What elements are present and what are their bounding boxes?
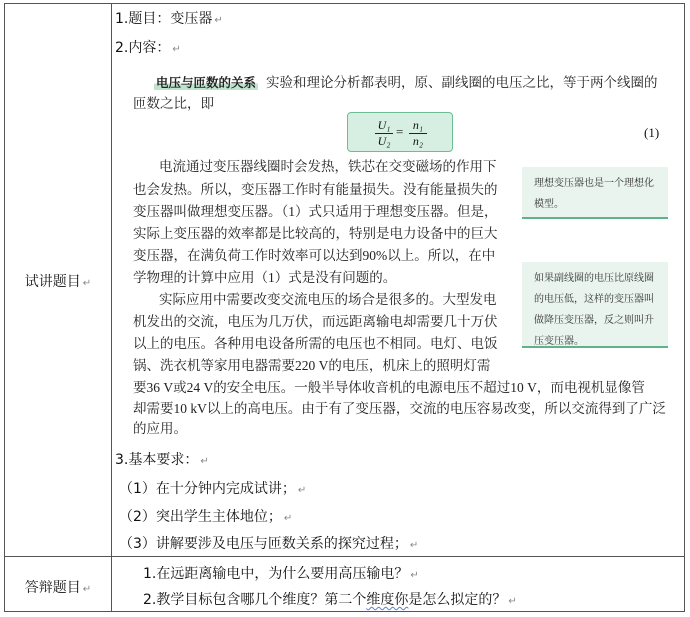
- formula-u2: U₂: [377, 134, 391, 148]
- excerpt-line: 电压与匝数的关系 实验和理论分析都表明，原、副线圈的电压之比，等于两个线圈的: [156, 75, 658, 90]
- paragraph-mark-icon: ↵: [410, 570, 419, 581]
- equation-number: (1): [644, 125, 660, 140]
- formula-u1: U₁: [377, 118, 391, 132]
- column-divider: [111, 4, 112, 611]
- trial-topic-label: 试讲题目 ↵: [24, 274, 92, 290]
- paragraph-mark-icon: ↵: [82, 278, 92, 289]
- paragraph-mark-icon: ↵: [283, 513, 293, 524]
- paragraph-mark-icon: ↵: [508, 596, 517, 607]
- row-divider: [5, 556, 684, 557]
- formula-n2: n₂: [412, 134, 424, 148]
- formula-box: [347, 112, 453, 152]
- spellcheck-underline: 维度你: [366, 592, 409, 608]
- paragraph-mark-icon: ↵: [172, 44, 181, 55]
- side-note: 理想变压器也是一个理想化模型。: [522, 167, 668, 219]
- requirement-item: （2）突出学生主体地位； ↵: [119, 509, 293, 525]
- paragraph-mark-icon: ↵: [200, 456, 209, 467]
- defense-question-2: 2.教学目标包含哪几个维度？第二个维度你是怎么拟定的？ ↵: [143, 592, 517, 608]
- content-label: 2.内容： ↵: [115, 40, 181, 56]
- formula-n1: n₁: [412, 118, 424, 132]
- excerpt-line: 锅、洗衣机等家用电器需要220 V的电压，机床上的照明灯需: [133, 358, 491, 373]
- excerpt-line: 的应用。: [133, 421, 187, 436]
- side-note: 如果副线圈的电压比原线圈的电压低，这样的变压器叫做降压变压器，反之则叫升压变压器。: [522, 262, 668, 348]
- excerpt-line: 电流通过变压器线圈时会发热，铁芯在交变磁场的作用下: [159, 159, 497, 174]
- excerpt-line: 要36 V或24 V的安全电压。一般半导体收音机的电源电压不超过10 V，而电视机显像管: [133, 380, 645, 395]
- excerpt-line: 实际上变压器的效率都是比较高的，特别是电力设备中的巨大: [133, 226, 498, 241]
- formula-equals: =: [396, 124, 404, 139]
- defense-topic-label: 答辩题目 ↵: [24, 580, 92, 596]
- requirement-item: （1）在十分钟内完成试讲； ↵: [119, 481, 307, 497]
- excerpt-line: 匝数之比，即: [133, 96, 214, 111]
- requirement-item: （3）讲解要涉及电压与匝数关系的探究过程； ↵: [119, 536, 419, 552]
- paragraph-mark-icon: ↵: [409, 540, 419, 551]
- excerpt-line: 机发出的交流，电压为几万伏，而远距离输电却需要几十万伏: [133, 314, 498, 329]
- excerpt-line: 以上的电压。各种用电设备所需的电压也不相同。电灯、电饭: [133, 336, 498, 351]
- topic-line: 1.题目：变压器 ↵: [115, 11, 223, 27]
- paragraph-mark-icon: ↵: [214, 15, 223, 26]
- excerpt-line: 却需要10 kV以上的高电压。由于有了变压器，交流的电压容易改变，所以交流得到了广泛: [133, 401, 666, 416]
- paragraph-mark-icon: ↵: [297, 485, 307, 496]
- defense-question-1: 1.在远距离输电中，为什么要用高压输电？ ↵: [143, 566, 419, 582]
- excerpt-line: 变压器，在满负荷工作时效率可以达到90%以上。所以，在中: [133, 248, 496, 263]
- paragraph-mark-icon: ↵: [82, 584, 92, 595]
- excerpt-line: 学物理的计算中应用（1）式是没有问题的。: [133, 270, 397, 285]
- excerpt-line: 变压器叫做理想变压器。（1）式只适用于理想变压器。但是，: [133, 204, 498, 219]
- requirements-label: 3.基本要求： ↵: [115, 452, 209, 468]
- excerpt-line: 也会发热。所以，变压器工作时有能量损失。没有能量损失的: [133, 182, 498, 197]
- section-heading: 电压与匝数的关系: [156, 75, 257, 90]
- excerpt-line: 实际应用中需要改变交流电压的场合是很多的。大型发电: [159, 292, 497, 307]
